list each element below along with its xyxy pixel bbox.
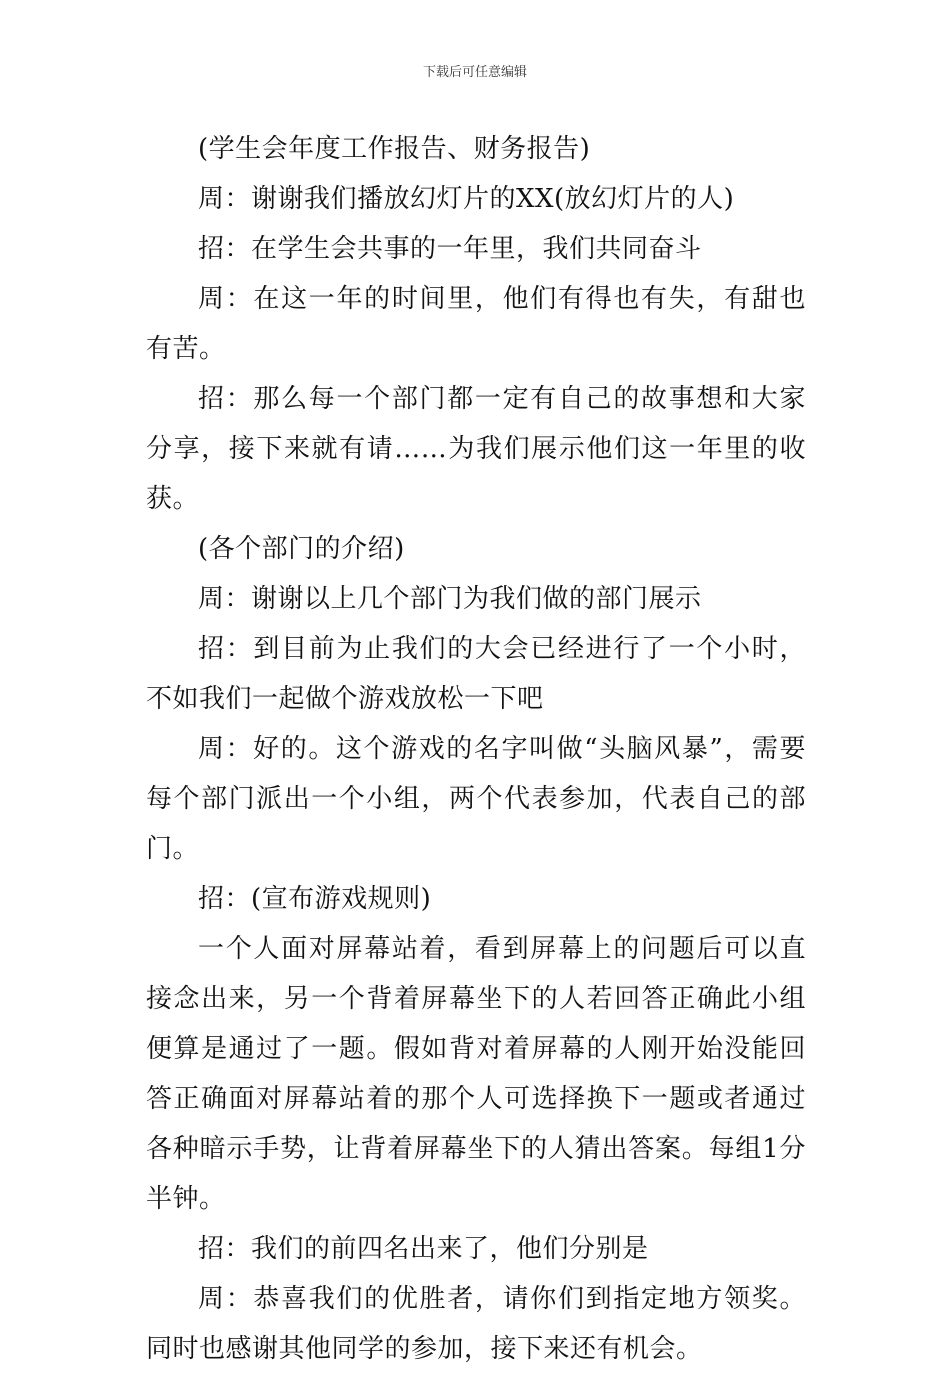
paragraph: 周：谢谢以上几个部门为我们做的部门展示: [198, 584, 702, 614]
paragraph: 招：那么每一个部门都一定有自己的故事想和大家分享，接下来就有请……为我们展示他们这一年里的收获。: [146, 384, 806, 514]
paragraph: 招：我们的前四名出来了，他们分别是: [198, 1234, 649, 1264]
paragraph: 周：恭喜我们的优胜者，请你们到指定地方领奖。同时也感谢其他同学的参加，接下来还有机会。: [146, 1284, 806, 1364]
paragraph: 周：好的。这个游戏的名字叫做“头脑风暴”，需要每个部门派出一个小组，两个代表参加，代表自己的部门。: [146, 734, 806, 864]
paragraph: 招：(宣布游戏规则): [198, 884, 432, 914]
paragraph: 周：在这一年的时间里，他们有得也有失，有甜也有苦。: [146, 284, 806, 364]
paragraph: 招：到目前为止我们的大会已经进行了一个小时，不如我们一起做个游戏放松一下吧: [146, 634, 806, 714]
paragraph: (各个部门的介绍): [198, 534, 405, 564]
paragraph: 一个人面对屏幕站着，看到屏幕上的问题后可以直接念出来，另一个背着屏幕坐下的人若回答正确此小组便算是通过了一题。假如背对着屏幕的人刚开始没能回答正确面对屏幕站着的那个人可选择换下一题或者通过各种暗示手势，让背着屏幕坐下的人猜出答案。每组1分半钟。: [146, 934, 806, 1214]
page-header: 下载后可任意编辑: [422, 65, 527, 80]
paragraph: 周：谢谢我们播放幻灯片的XX(放幻灯片的人): [198, 184, 735, 214]
paragraph: (学生会年度工作报告、财务报告): [198, 134, 591, 164]
document-body: [146, 124, 806, 1374]
paragraph: 招：在学生会共事的一年里，我们共同奋斗: [198, 234, 702, 264]
